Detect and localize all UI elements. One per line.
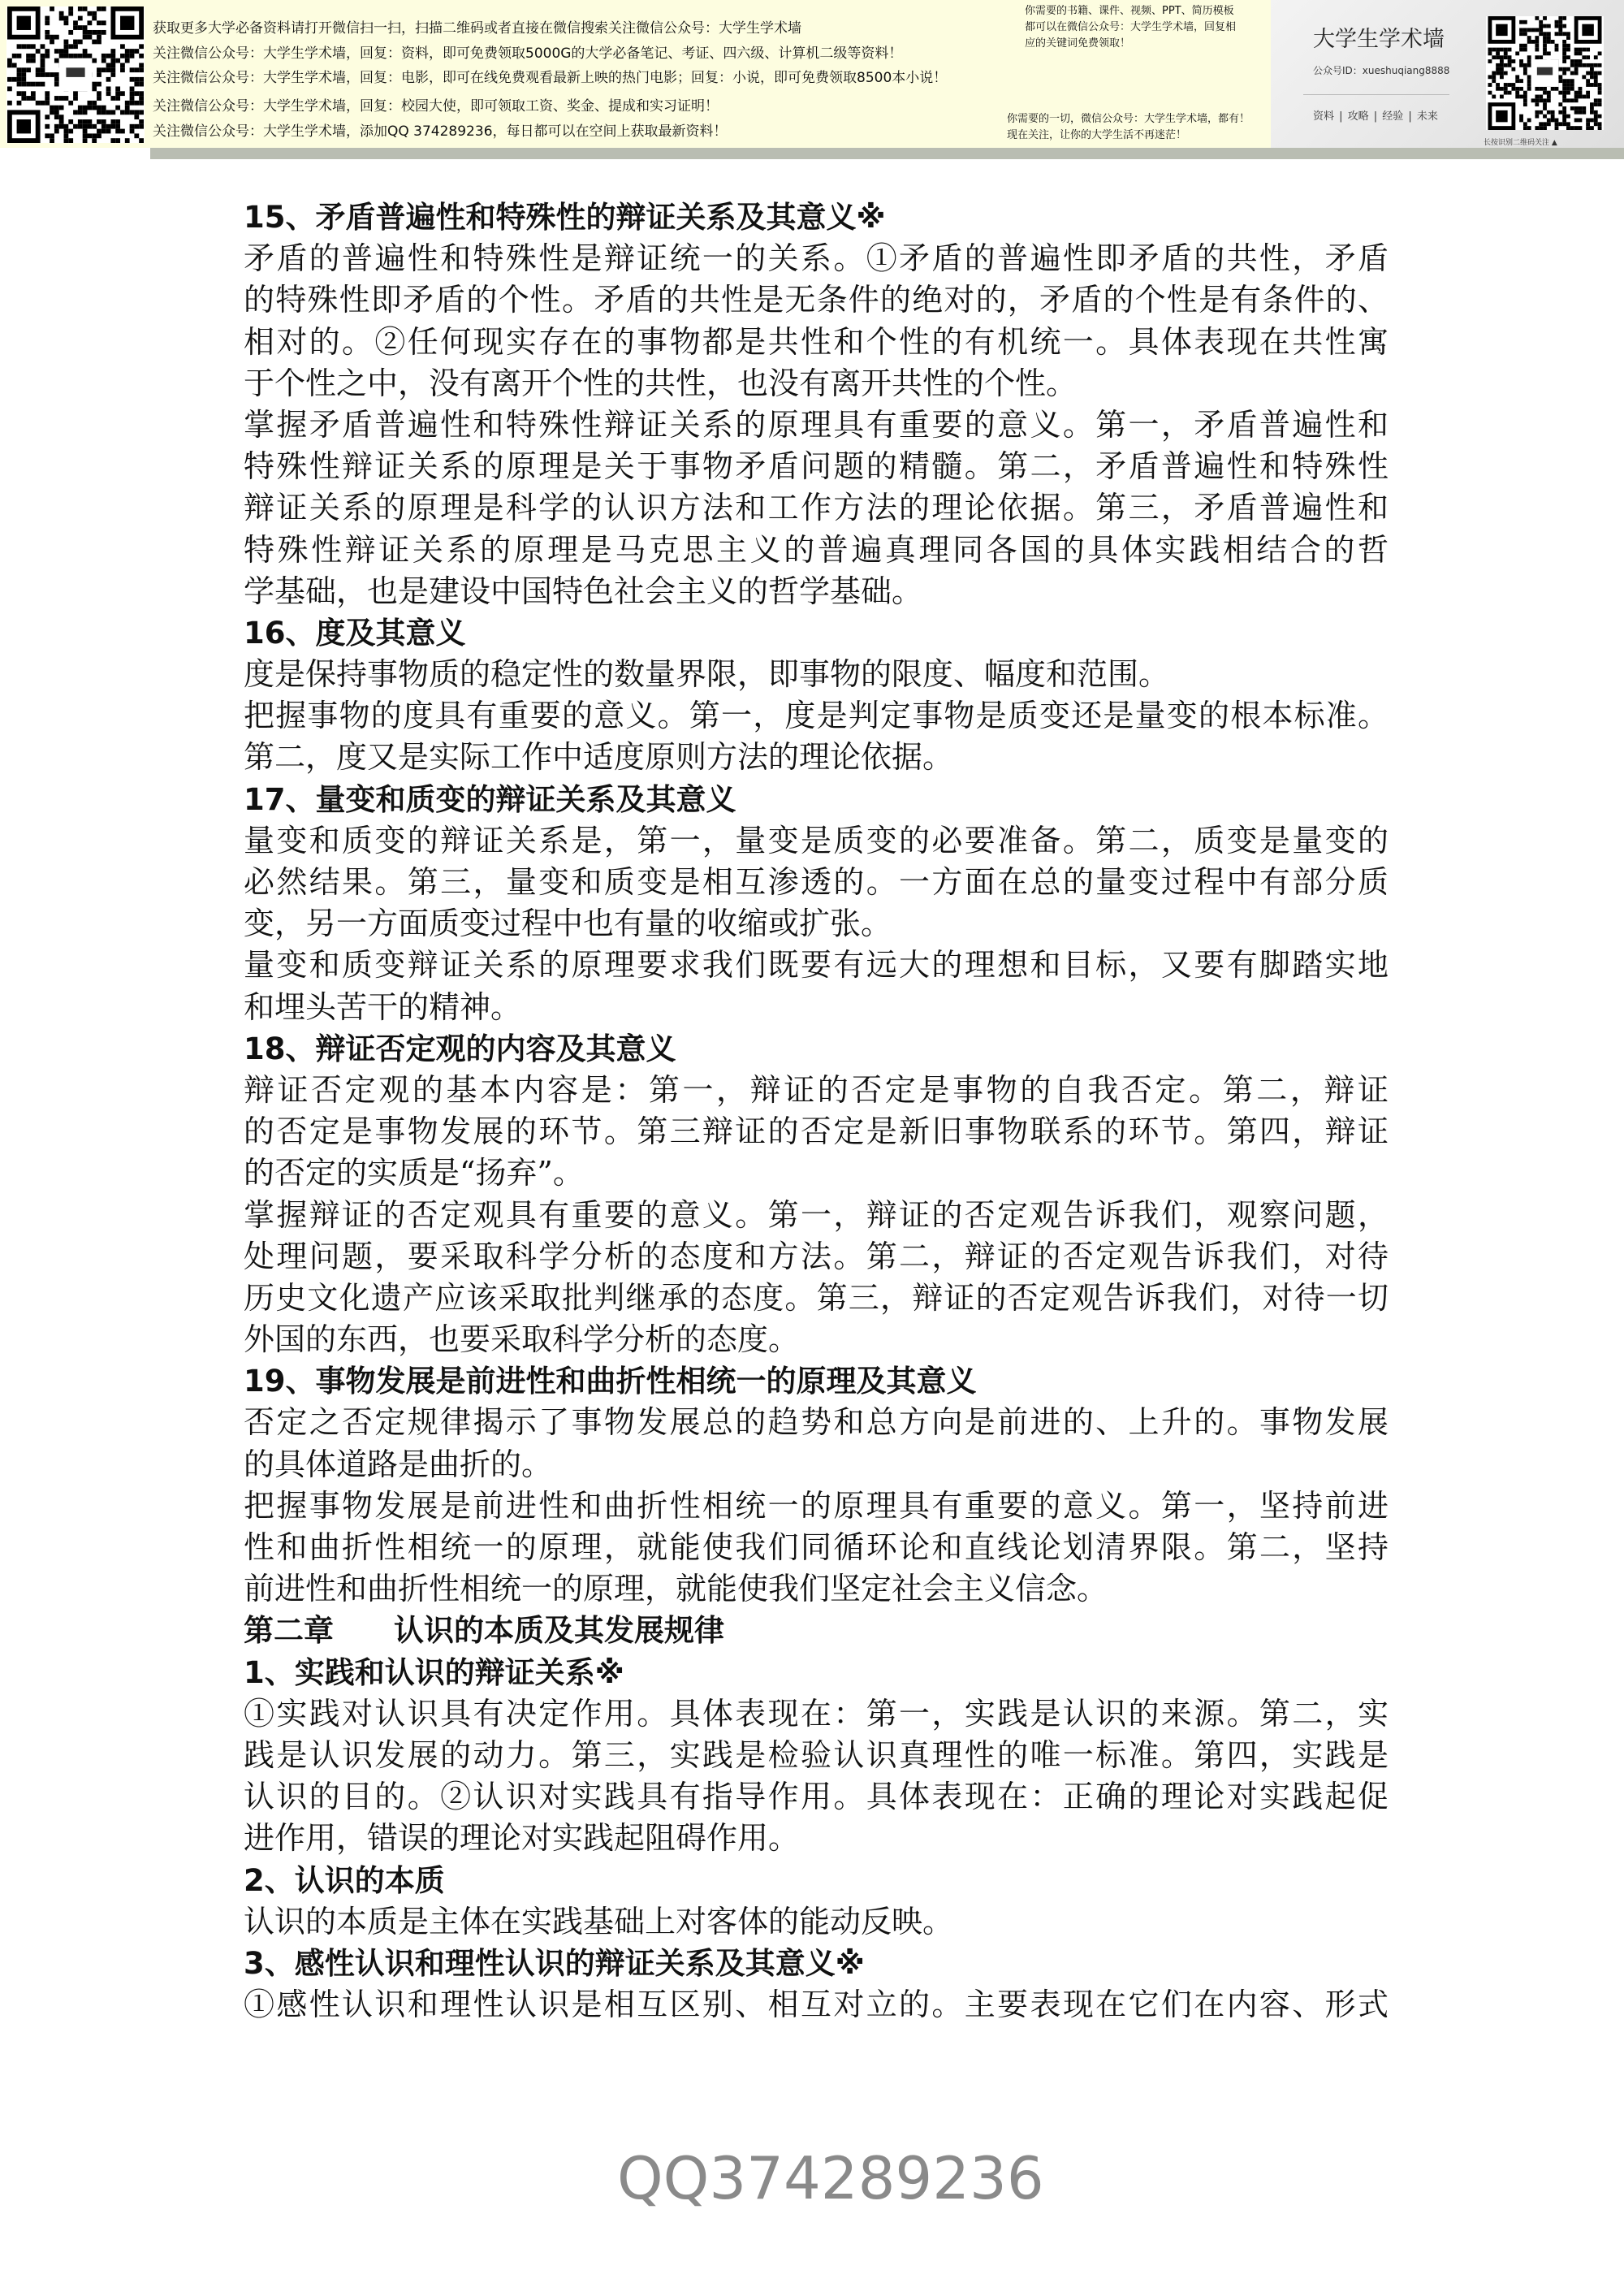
divider bbox=[1303, 94, 1449, 95]
banner-bottom-strip bbox=[150, 148, 1624, 159]
account-links: 资料 | 攻略 | 经验 | 未来 bbox=[1313, 110, 1438, 123]
paragraph-line: 掌握辩证的否定观具有重要的意义。第一，辩证的否定观告诉我们，观察问题， bbox=[244, 1196, 1389, 1233]
banner-line: 关注微信公众号：大学生学术墙，回复：电影，即可在线免费观看最新上映的热门电影；回复：小说，即可免费领取8500本小说！ bbox=[153, 70, 948, 86]
paragraph-line: 进作用，错误的理论对实践起阻碍作用。 bbox=[244, 1820, 800, 1857]
section-heading: 第二章 认识的本质及其发展规律 bbox=[244, 1613, 724, 1649]
qr-code-right[interactable] bbox=[1486, 16, 1604, 130]
paragraph-line: 掌握矛盾普遍性和特殊性辩证关系的原理具有重要的意义。第一，矛盾普遍性和 bbox=[244, 406, 1389, 443]
section-heading: 2、认识的本质 bbox=[244, 1862, 445, 1898]
section-heading: 3、感性认识和理性认识的辩证关系及其意义※ bbox=[244, 1945, 865, 1981]
paragraph-line: 第二，度又是实际工作中适度原则方法的理论依据。 bbox=[244, 739, 954, 776]
paragraph-line: 的特殊性即矛盾的个性。矛盾的共性是无条件的绝对的，矛盾的个性是有条件的、 bbox=[244, 282, 1389, 318]
paragraph-line: 的否定是事物发展的环节。第三辩证的否定是新旧事物联系的环节。第四，辩证 bbox=[244, 1113, 1389, 1150]
account-id: 公众号ID：xueshuqiang8888 bbox=[1313, 65, 1450, 76]
section-heading: 19、事物发展是前进性和曲折性相统一的原理及其意义 bbox=[244, 1364, 977, 1399]
paragraph-line: 辩证关系的原理是科学的认识方法和工作方法的理论依据。第三，矛盾普遍性和 bbox=[244, 490, 1389, 526]
account-name: 大学生学术墙 bbox=[1313, 27, 1445, 52]
section-heading: 17、量变和质变的辩证关系及其意义 bbox=[244, 781, 736, 817]
banner-line: 关注微信公众号：大学生学术墙，添加QQ 374289236，每日都可以在空间上获取最新资料！ bbox=[153, 123, 728, 140]
paragraph-line: 辩证否定观的基本内容是：第一，辩证的否定是事物的自我否定。第二，辩证 bbox=[244, 1071, 1389, 1108]
paragraph-line: 前进性和曲折性相统一的原理，就能使我们坚定社会主义信念。 bbox=[244, 1571, 1108, 1607]
banner-line: 获取更多大学必备资料请打开微信扫一扫，扫描二维码或者直接在微信搜索关注微信公众号：大学生学术墙 bbox=[153, 20, 801, 37]
paragraph-line: 矛盾的普遍性和特殊性是辩证统一的关系。①矛盾的普遍性即矛盾的共性，矛盾 bbox=[244, 240, 1389, 277]
side-text: 现在关注，让你的大学生活不再迷茫！ bbox=[1007, 129, 1187, 141]
paragraph-line: 的具体道路是曲折的。 bbox=[244, 1446, 553, 1482]
paragraph-line: 必然结果。第三，量变和质变是相互渗透的。一方面在总的量变过程中有部分质 bbox=[244, 864, 1389, 900]
qr-code-left[interactable] bbox=[6, 6, 145, 143]
document-body bbox=[244, 197, 1389, 2026]
paragraph-line: 否定之否定规律揭示了事物发展总的趋势和总方向是前进的、上升的。事物发展 bbox=[244, 1404, 1389, 1441]
banner-line: 关注微信公众号：大学生学术墙，回复：校园大使，即可领取工资、奖金、提成和实习证明！ bbox=[153, 98, 719, 115]
promo-banner bbox=[0, 0, 1624, 148]
paragraph-line: 度是保持事物质的稳定性的数量界限，即事物的限度、幅度和范围。 bbox=[244, 656, 1170, 693]
paragraph-line: 把握事物发展是前进性和曲折性相统一的原理具有重要的意义。第一，坚持前进 bbox=[244, 1487, 1389, 1524]
paragraph-line: 性和曲折性相统一的原理，就能使我们同循环论和直线论划清界限。第二，坚持 bbox=[244, 1529, 1389, 1565]
paragraph-line: 认识的本质是主体在实践基础上对客体的能动反映。 bbox=[244, 1903, 954, 1939]
paragraph-line: 量变和质变的辩证关系是，第一，量变是质变的必要准备。第二，质变是量变的 bbox=[244, 822, 1389, 858]
paragraph-line: 量变和质变辩证关系的原理要求我们既要有远大的理想和目标，又要有脚踏实地 bbox=[244, 947, 1389, 984]
paragraph-line: 践是认识发展的动力。第三，实践是检验认识真理性的唯一标准。第四，实践是 bbox=[244, 1736, 1389, 1773]
paragraph-line: 相对的。②任何现实存在的事物都是共性和个性的有机统一。具体表现在共性寓 bbox=[244, 323, 1389, 360]
side-text: 都可以在微信公众号：大学生学术墙，回复相 bbox=[1025, 21, 1237, 33]
banner-line: 关注微信公众号：大学生学术墙，回复：资料，即可免费领取5000G的大学必备笔记、考证、四六级、计算机二级等资料！ bbox=[153, 45, 903, 62]
paragraph-line: 把握事物的度具有重要的意义。第一，度是判定事物是质变还是量变的根本标准。 bbox=[244, 698, 1389, 734]
paragraph-line: 和埋头苦干的精神。 bbox=[244, 988, 522, 1025]
section-heading: 1、实践和认识的辩证关系※ bbox=[244, 1654, 624, 1690]
paragraph-line: 变，另一方面质变过程中也有量的收缩或扩张。 bbox=[244, 906, 892, 942]
paragraph-line: 处理问题，要采取科学分析的态度和方法。第二，辩证的否定观告诉我们，对待 bbox=[244, 1238, 1389, 1274]
side-text: 应的关键词免费领取！ bbox=[1025, 37, 1131, 50]
banner-side-bottom bbox=[1007, 111, 1250, 144]
section-heading: 18、辩证否定观的内容及其意义 bbox=[244, 1031, 676, 1066]
section-heading: 15、矛盾普遍性和特殊性的辩证关系及其意义※ bbox=[244, 200, 886, 235]
side-text: 你需要的一切，微信公众号：大学生学术墙，都有！ bbox=[1007, 113, 1250, 125]
paragraph-line: 外国的东西，也要采取科学分析的态度。 bbox=[244, 1321, 800, 1358]
account-card bbox=[1271, 0, 1624, 148]
paragraph-line: 的否定的实质是“扬弃”。 bbox=[244, 1155, 584, 1191]
paragraph-line: 认识的目的。②认识对实践具有指导作用。具体表现在：正确的理论对实践起促 bbox=[244, 1779, 1389, 1815]
banner-side-top bbox=[1025, 3, 1236, 52]
paragraph-line: 学基础，也是建设中国特色社会主义的哲学基础。 bbox=[244, 573, 923, 609]
paragraph-line: ①实践对认识具有决定作用。具体表现在：第一，实践是认识的来源。第二，实 bbox=[244, 1695, 1389, 1732]
paragraph-line: ①感性认识和理性认识是相互区别、相互对立的。主要表现在它们在内容、形式 bbox=[244, 1987, 1389, 2023]
paragraph-line: 特殊性辩证关系的原理是关于事物矛盾问题的精髓。第二，矛盾普遍性和特殊性 bbox=[244, 448, 1389, 485]
qr-caption: 长按识别二维码关注 ▲ bbox=[1484, 139, 1557, 147]
paragraph-line: 于个性之中，没有离开个性的共性，也没有离开共性的个性。 bbox=[244, 365, 1078, 401]
watermark: QQ374289236 bbox=[617, 2144, 1044, 2212]
paragraph-line: 特殊性辩证关系的原理是马克思主义的普遍真理同各国的具体实践相结合的哲 bbox=[244, 531, 1389, 568]
paragraph-line: 历史文化遗产应该采取批判继承的态度。第三，辩证的否定观告诉我们，对待一切 bbox=[244, 1279, 1389, 1316]
section-heading: 16、度及其意义 bbox=[244, 615, 466, 651]
side-text: 你需要的书籍、课件、视频、PPT、简历模板 bbox=[1025, 5, 1234, 17]
